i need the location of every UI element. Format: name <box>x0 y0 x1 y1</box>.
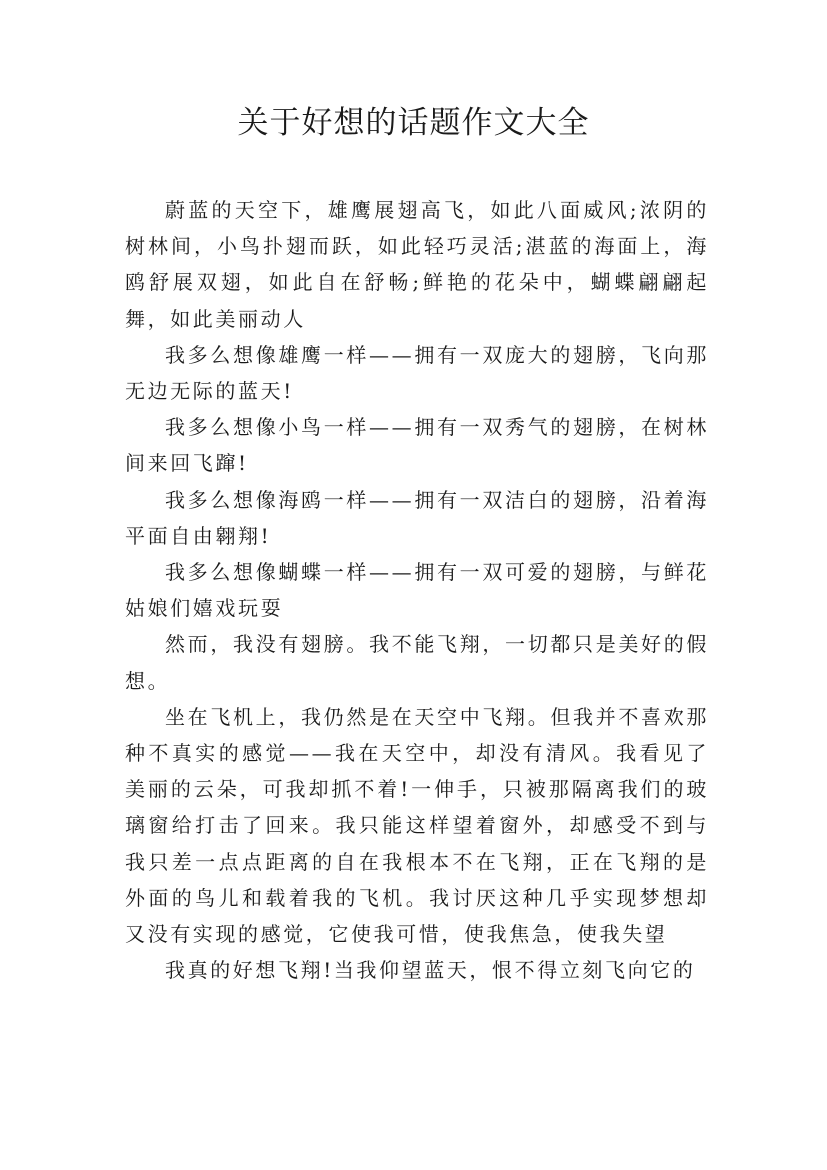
paragraph: 然而，我没有翅膀。我不能飞翔，一切都只是美好的假想。 <box>125 632 709 693</box>
paragraph: 我真的好想飞翔!当我仰望蓝天，恨不得立刻飞向它的 <box>165 958 696 983</box>
paragraph: 我多么想像小鸟一样——拥有一双秀气的翅膀，在树林间来回飞蹿! <box>125 415 709 476</box>
paragraph: 蔚蓝的天空下，雄鹰展翅高飞，如此八面威风;浓阴的树林间，小鸟扑翅而跃，如此轻巧灵活;湛蓝的海面上，海鸥舒展双翅，如此自在舒畅;鲜艳的花朵中，蝴蝶翩翩起舞，如此美丽动人 <box>125 198 709 331</box>
paragraph: 我多么想像蝴蝶一样——拥有一双可爱的翅膀，与鲜花姑娘们嬉戏玩耍 <box>125 560 709 621</box>
paragraph: 坐在飞机上，我仍然是在天空中飞翔。但我并不喜欢那种不真实的感觉——我在天空中，却没有清风。我看见了美丽的云朵，可我却抓不着!一伸手，只被那隔离我们的玻璃窗给打击了回来。我只能这样望着窗外，却感受不到与我只差一点点距离的自在我根本不在飞翔，正在飞翔的是外面的鸟儿和载着我的飞机。我讨厌这种几乎实现梦想却又没有实现的感觉，它使我可惜，使我焦急，使我失望 <box>125 704 709 947</box>
document-title: 关于好想的话题作文大全 <box>237 105 590 141</box>
document-body <box>125 192 709 988</box>
paragraph: 我多么想像雄鹰一样——拥有一双庞大的翅膀，飞向那无边无际的蓝天! <box>125 342 709 404</box>
paragraph: 我多么想像海鸥一样——拥有一双洁白的翅膀，沿着海平面自由翱翔! <box>125 487 709 548</box>
